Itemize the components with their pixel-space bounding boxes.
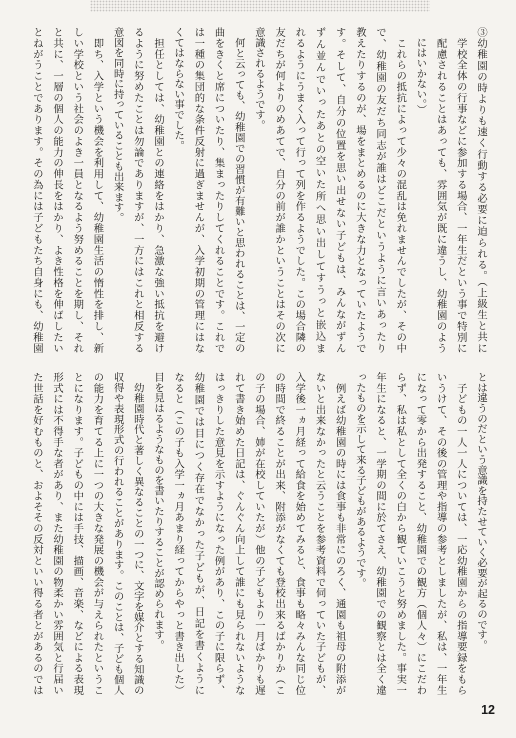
text-column: 友だちが何よりのめあてで、自分の前が誰かということはその次に	[273, 27, 286, 353]
text-column: 何と云っても、幼稚園での習慣が有難いと思われることは、一定の	[232, 27, 245, 353]
text-column: 子どもの一人一人については、一応幼稚園からの指導要録をもら	[454, 372, 467, 695]
text-column: の時間で終ることが出来、附添がなくても登校出来るばかりか（こ	[273, 372, 286, 695]
text-column: 幼稚園では目につく存在でなかった子どもが、日記を書くように	[192, 372, 205, 695]
text-column: 意図を同時に持っていることも出来ます。	[111, 27, 124, 223]
text-column: 収得や表現形式の行われることがあります。このことは、子ども個人	[111, 372, 124, 695]
top-text-block	[27, 27, 491, 353]
text-column: ずん並んでいったあとの空いた所へ思い出してすうっと嵌込ま	[313, 27, 326, 353]
text-column: 教えたりするのが、場をまとめるのに大きな力となっていたようで	[353, 27, 366, 353]
text-column: になって零から出発すること、幼稚園での観方（個人々）にこだわ	[414, 372, 427, 695]
text-column: 意識されるようです。	[252, 27, 265, 130]
text-column: とは違うのだという意識を持たせていく必要が起るのです。	[475, 372, 487, 651]
text-column: なると（この子も入学一ヵ月あまり経ってからやっと書き出した）	[172, 372, 185, 695]
text-column: いうけて、その後の管理や指導の参考としましたが、私は、一年生	[434, 372, 447, 695]
text-column: 配慮されることはあっても、雰囲気が既に違うし、幼稚園のよう	[434, 27, 447, 353]
text-column: ないと出来なかったと云うことを参考資料で伺っていた子どもが、	[313, 372, 326, 695]
text-column: るように努めたことは勿論でありますが、一方にはこれと相反する	[131, 27, 144, 353]
text-column: 即ち、入学という機会を利用して、幼稚園生活の惰性を排し、新	[91, 27, 104, 353]
text-column: しい学校という社会のよき一員となるよう努めることを期し、それ	[71, 27, 84, 353]
text-column: は一種の集団的な条件反射に過ぎませんが、入学初期の管理にはな	[192, 27, 205, 353]
page-number: 12	[481, 703, 495, 717]
text-column: これらの抵抗によって少々の混乱は免れませんでしたが、その中	[394, 27, 407, 353]
text-column: た世話を好むものと、およそその反対といい得る者とがあるのでは	[30, 372, 43, 695]
text-column: 学校全体の行事などに参加する場合、一年生だという事で特別に	[454, 27, 467, 353]
text-column: の子の場合、姉が在校していたが）他の子どもより一月ばかりも遅	[252, 372, 265, 695]
text-column: 曲をきくと席についたり、集まったりしてくれることです。これで	[212, 27, 225, 353]
text-column: らず、私は私として全くの白から観ていこうと努めました。事実一	[394, 372, 407, 695]
text-column: 例えば幼稚園の時には食事も非常にのろく、通園も祖母の附添が	[333, 372, 346, 695]
bottom-text-block	[27, 372, 491, 695]
text-column: くてはならない事でした。	[172, 27, 185, 151]
text-column: 入学後一ヵ月経って給食を始めてみると、食事も略々みんな同じ位	[293, 372, 306, 695]
text-column: 担任としては、幼稚園との連絡をはかり、急激な強い抵抗を避け	[152, 27, 164, 353]
text-column: とになります。子どもの中には手技、描画、音楽、などによる表現	[71, 372, 84, 695]
scan-noise	[90, 0, 430, 12]
text-column: 目を見はるようなものを書いたりすることが認められます。	[152, 372, 164, 651]
text-column: れて書き始めた日記は、ぐんぐん向上して誰にも見られないような	[232, 372, 245, 695]
text-column: す。そして、自分の位置を思い出せない子どもは、みんながずん	[333, 27, 346, 353]
text-column: ったものを示して来る子どもがあるようです。	[353, 372, 366, 589]
text-column: 幼稚園時代と著しく異なることの一つに、文字を媒介とする知識の	[131, 372, 144, 695]
text-column: 年生になると、一学期の間に於てさえ、幼稚園での観察とは全く違	[374, 372, 387, 695]
text-column: はっきりした意見を示すようになった例があり、この子に限らず、	[212, 372, 225, 695]
text-column: とねがうことであります。その為には子どもたち自身にも、幼稚園	[30, 27, 43, 353]
text-column: と共に、一層の個人の能力の伸長をはかり、よき性格を伸ばしたい	[51, 27, 64, 353]
text-column: れるようにうまく入って行って列を作るようでした。この場合隣の	[293, 27, 306, 353]
text-column: で、幼稚園の友だち同志が誰はどこだというように言いあったり	[374, 27, 387, 353]
text-column: 形式には不得手な者があり、また幼稚園の物柔かい雰囲気と行届い	[51, 372, 64, 695]
text-column: ③幼稚園の時よりも速く行動する必要に迫られる。（上級生と共に	[475, 27, 487, 353]
text-column: にはいかない。）	[414, 27, 427, 115]
text-column: の能力を育てる上に一つの大きな発展の機会が与えられたというこ	[91, 372, 104, 695]
